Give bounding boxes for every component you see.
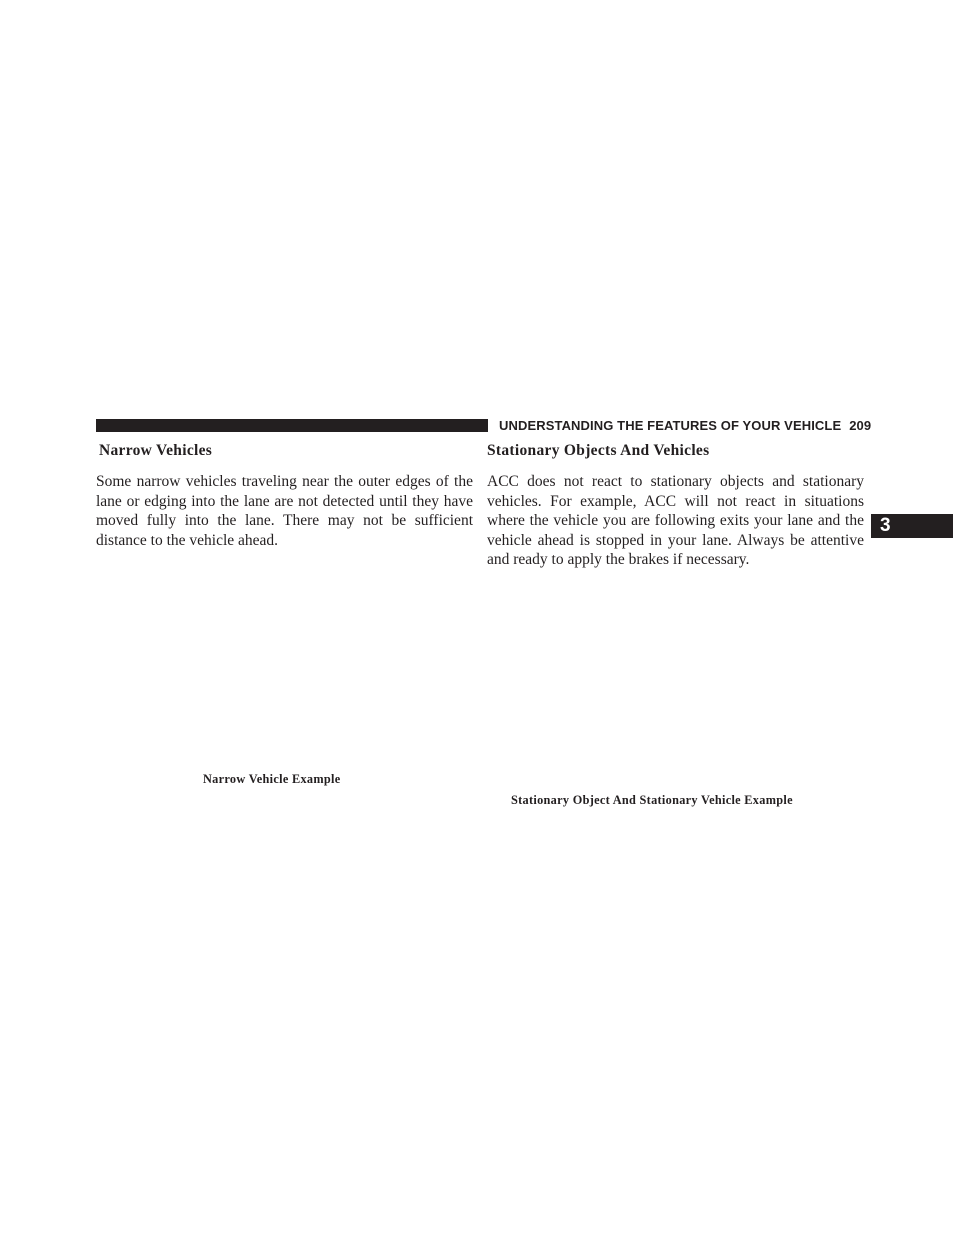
left-column <box>96 441 473 550</box>
header-rule-bar <box>96 419 488 432</box>
right-column <box>487 441 864 570</box>
running-header <box>499 418 871 433</box>
header-section-title: UNDERSTANDING THE FEATURES OF YOUR VEHICLE <box>499 418 842 433</box>
narrow-vehicles-heading: Narrow Vehicles <box>99 442 213 459</box>
page-number: 209 <box>849 418 872 433</box>
narrow-vehicle-figure-caption: Narrow Vehicle Example <box>203 772 341 786</box>
stationary-vehicle-figure-caption: Stationary Object And Stationary Vehicle Example <box>511 793 793 807</box>
narrow-vehicles-paragraph: Some narrow vehicles traveling near the outer edges of the lane or edging into the lane are not detected until they have moved fully into the lane. There may not be sufficient distance to the vehicle ahead. <box>96 473 473 549</box>
stationary-objects-heading: Stationary Objects And Vehicles <box>487 442 710 459</box>
chapter-tab-label: 3 <box>880 515 891 536</box>
stationary-objects-paragraph: ACC does not react to stationary objects and stationary vehicles. For example, ACC will not react in situations where the vehicle you are following exits your lane and the vehicle ahead is stopped in your lane. Always be attentive and ready to apply the brakes if necessary. <box>487 473 864 569</box>
chapter-tab <box>871 514 953 538</box>
